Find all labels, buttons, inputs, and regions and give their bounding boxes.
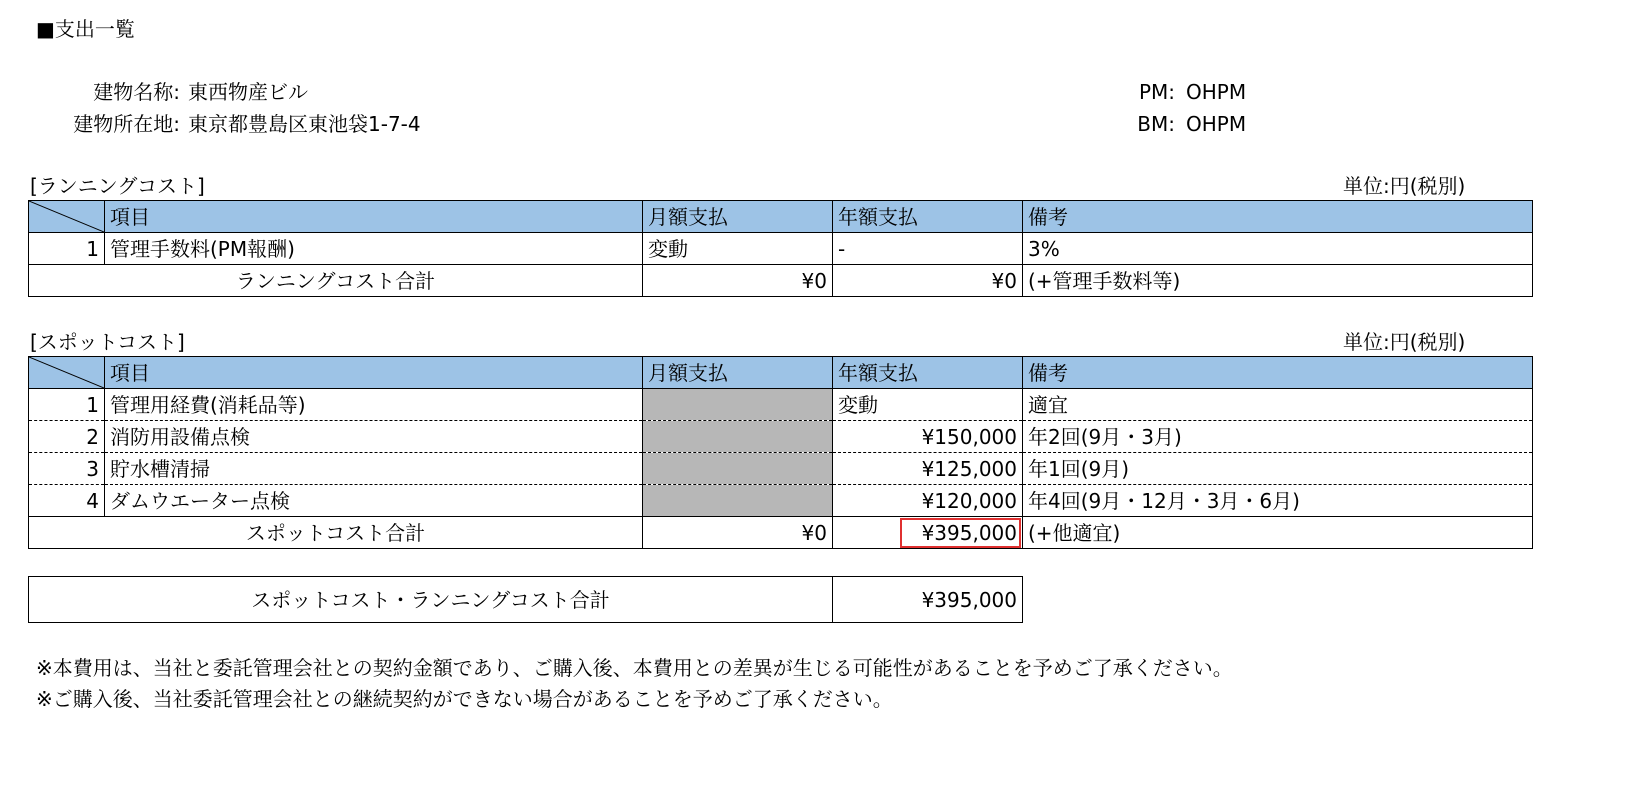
total-annual: ¥395,000 [900,518,1021,548]
row-number: 4 [29,485,105,517]
grand-total-label: スポットコスト・ランニングコスト合計 [29,577,833,623]
header-monthly: 月額支払 [643,201,833,233]
row-number: 2 [29,421,105,453]
total-row [29,517,1533,549]
row-annual: ¥120,000 [833,485,1023,517]
total-annual: ¥0 [833,265,1023,297]
header-note: 備考 [1023,357,1533,389]
diagonal-header-cell [29,357,105,389]
row-note: 適宜 [1023,389,1533,421]
total-note: (+管理手数料等) [1023,265,1533,297]
table-row [29,485,1533,517]
total-label: ランニングコスト合計 [29,265,643,297]
grand-total-value: ¥395,000 [833,577,1023,623]
table-row [29,233,1533,265]
row-note: 年4回(9月・12月・3月・6月) [1023,485,1533,517]
row-monthly-blank [643,453,833,485]
header-item: 項目 [105,201,643,233]
building-name-label: 建物名称: [93,80,180,104]
total-monthly: ¥0 [643,265,833,297]
spot-cost-table [28,356,1533,549]
row-annual: - [833,233,1023,265]
row-monthly: 変動 [643,233,833,265]
table-row [29,421,1533,453]
header-item: 項目 [105,357,643,389]
row-note: 年1回(9月) [1023,453,1533,485]
row-item: ダムウエーター点検 [105,485,643,517]
building-name: 東西物産ビル [188,80,308,104]
building-address: 東京都豊島区東池袋1-7-4 [188,112,421,136]
running-unit-label: 単位:円(税別) [1343,174,1466,198]
row-item: 貯水槽清掃 [105,453,643,485]
spot-unit-label: 単位:円(税別) [1343,330,1466,354]
table-row [29,389,1533,421]
row-monthly-blank [643,421,833,453]
table-row [29,453,1533,485]
table-header-row [29,357,1533,389]
building-address-label: 建物所在地: [73,112,180,136]
row-annual: ¥150,000 [833,421,1023,453]
disclaimer-note: ※本費用は、当社と委託管理会社との契約金額であり、ご購入後、本費用との差異が生じる可能性があることを予めご了承ください。 [36,656,1233,680]
pm-value: OHPM [1186,80,1247,104]
row-annual: 変動 [833,389,1023,421]
pm-label: PM: [1138,80,1175,104]
grand-total-row [29,577,1023,623]
bm-label: BM: [1137,112,1175,136]
running-cost-table [28,200,1533,297]
row-note: 年2回(9月・3月) [1023,421,1533,453]
running-section-label: [ランニングコスト] [30,174,205,198]
row-annual: ¥125,000 [833,453,1023,485]
row-number: 1 [29,389,105,421]
row-item: 消防用設備点検 [105,421,643,453]
header-annual: 年額支払 [833,357,1023,389]
page-title: ■支出一覧 [36,17,135,41]
table-header-row [29,201,1533,233]
total-annual-cell [833,517,1023,549]
total-label: スポットコスト合計 [29,517,643,549]
spot-section-label: [スポットコスト] [30,330,185,354]
row-monthly-blank [643,389,833,421]
header-annual: 年額支払 [833,201,1023,233]
header-note: 備考 [1023,201,1533,233]
row-number: 1 [29,233,105,265]
header-monthly: 月額支払 [643,357,833,389]
diagonal-header-cell [29,201,105,233]
bm-value: OHPM [1186,112,1247,136]
disclaimer-note: ※ご購入後、当社委託管理会社との継続契約ができない場合があることを予めご了承ください。 [36,687,893,711]
row-item: 管理用経費(消耗品等) [105,389,643,421]
row-number: 3 [29,453,105,485]
row-item: 管理手数料(PM報酬) [105,233,643,265]
row-note: 3% [1023,233,1533,265]
total-row [29,265,1533,297]
row-monthly-blank [643,485,833,517]
total-note: (+他適宜) [1023,517,1533,549]
grand-total-table [28,576,1023,623]
total-monthly: ¥0 [643,517,833,549]
